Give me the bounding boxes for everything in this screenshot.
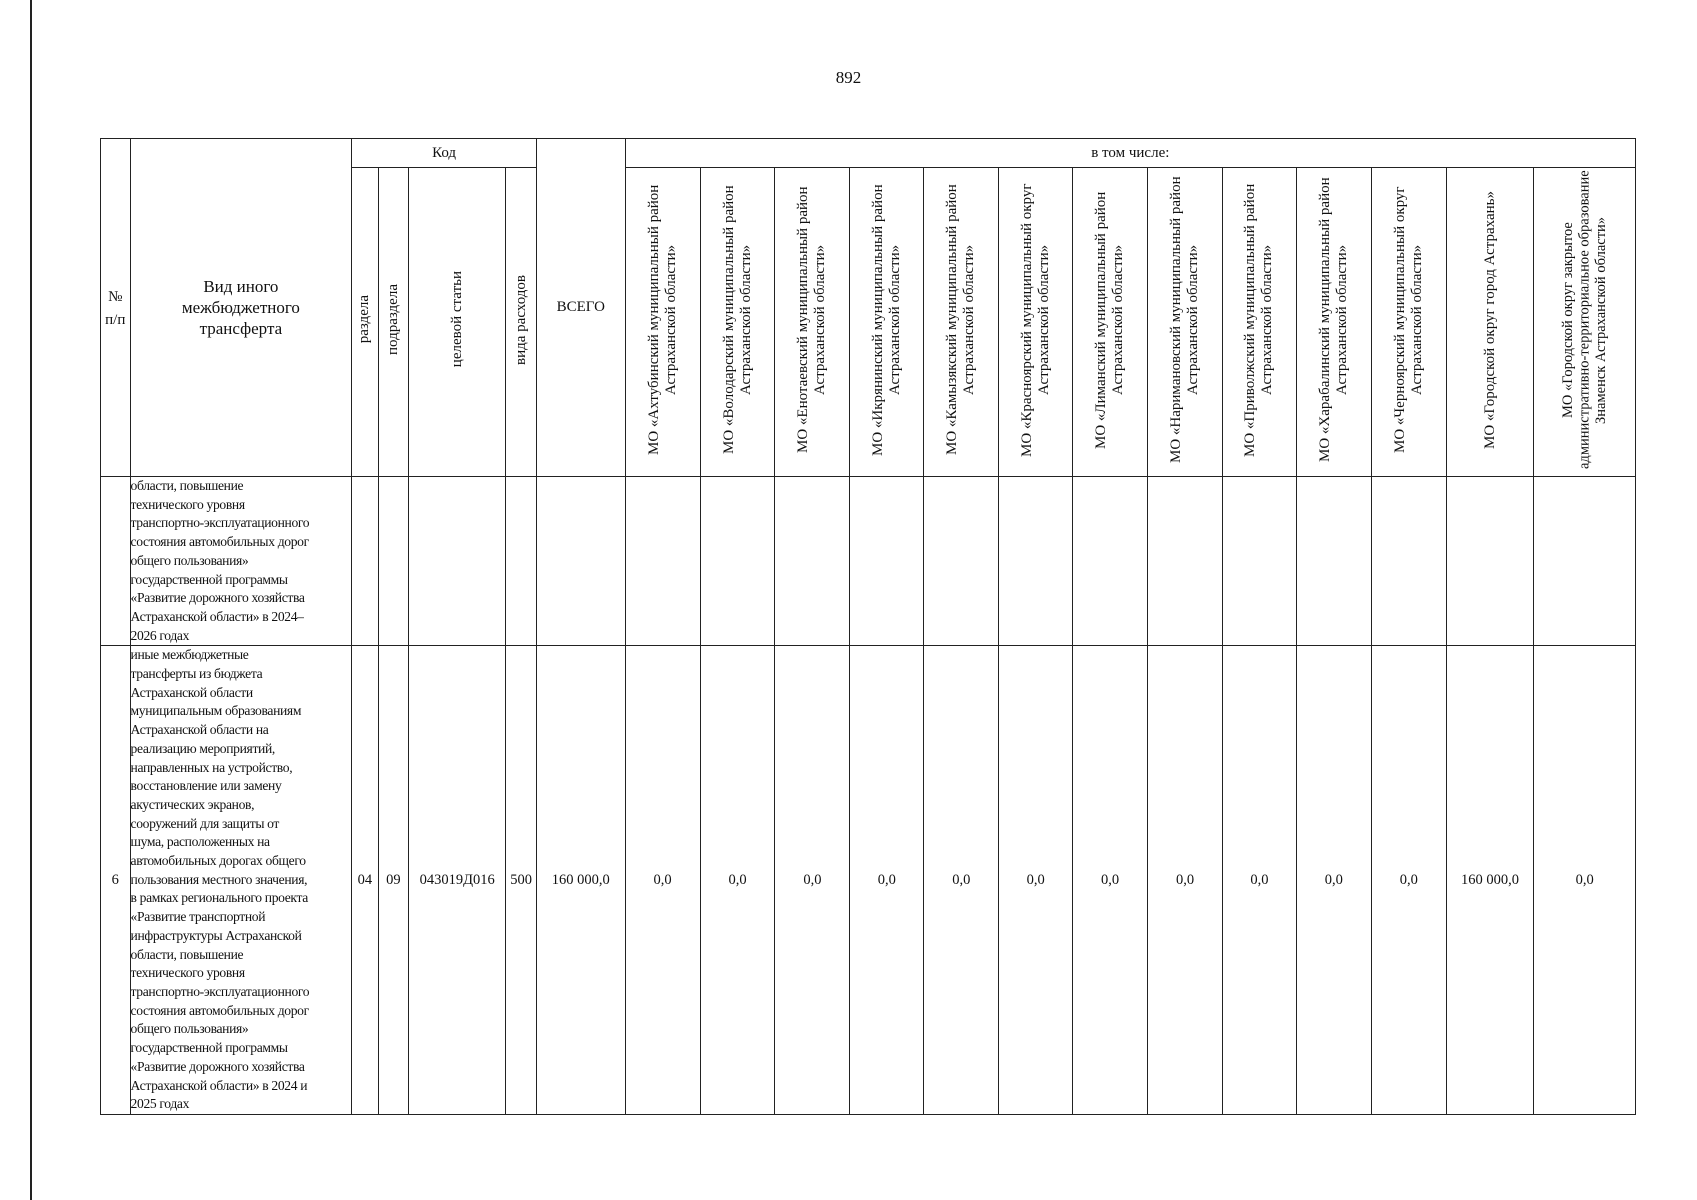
header-total: ВСЕГО — [536, 139, 625, 477]
row-section: 04 — [352, 646, 378, 1115]
row-value: 0,0 — [1371, 646, 1446, 1115]
header-mo-krasnoyarsky: МО «Красноярский муниципальный округ Астраханской области» — [999, 168, 1073, 477]
header-including: в том числе: — [625, 139, 1635, 168]
row-value: 0,0 — [1534, 646, 1636, 1115]
row-value: 160 000,0 — [1446, 646, 1534, 1115]
row-value — [1371, 477, 1446, 646]
header-code-section: раздела — [352, 168, 378, 477]
row-value — [1073, 477, 1148, 646]
header-mo-limansky: МО «Лиманский муниципальный район Астраханской области» — [1073, 168, 1148, 477]
row-value: 0,0 — [999, 646, 1073, 1115]
header-mo-ikryaninsky: МО «Икрянинский муниципальный район Астраханской области» — [850, 168, 924, 477]
row-expense — [506, 477, 537, 646]
header-num: № п/п — [101, 139, 131, 477]
row-section — [352, 477, 378, 646]
header-mo-znamensk: МО «Городской округ закрытое административно-территориальное образование Знаменск Астраханской области» — [1534, 168, 1636, 477]
header-code: Код — [352, 139, 537, 168]
row-expense: 500 — [506, 646, 537, 1115]
transfer-table — [100, 138, 1636, 1115]
header-code-expense: вида расходов — [506, 168, 537, 477]
row-value — [625, 477, 700, 646]
scan-edge-line — [30, 0, 32, 1200]
header-mo-privolzhsky: МО «Приволжский муниципальный район Астраханской области» — [1222, 168, 1296, 477]
row-value — [924, 477, 999, 646]
page-number: 892 — [835, 68, 862, 87]
header-mo-narimanovsky: МО «Наримановский муниципальный район Астраханской области» — [1148, 168, 1223, 477]
row-total: 160 000,0 — [536, 646, 625, 1115]
row-value: 0,0 — [1073, 646, 1148, 1115]
table-row — [101, 477, 1636, 646]
row-value: 0,0 — [625, 646, 700, 1115]
row-value — [1296, 477, 1371, 646]
row-value: 0,0 — [1148, 646, 1223, 1115]
row-value — [1446, 477, 1534, 646]
row-value: 0,0 — [1296, 646, 1371, 1115]
row-value — [775, 477, 850, 646]
header-transfer-type: Вид иного межбюджетного трансферта — [130, 139, 352, 477]
row-total — [536, 477, 625, 646]
row-value — [999, 477, 1073, 646]
row-value — [1148, 477, 1223, 646]
header-mo-volodarsky: МО «Володарский муниципальный район Астраханской области» — [700, 168, 775, 477]
header-mo-enotaevsky: МО «Енотаевский муниципальный район Астраханской области» — [775, 168, 850, 477]
header-mo-kamyzyaksky: МО «Камызякский муниципальный район Астраханской области» — [924, 168, 999, 477]
row-value: 0,0 — [700, 646, 775, 1115]
row-value — [1222, 477, 1296, 646]
row-value: 0,0 — [1222, 646, 1296, 1115]
table-row — [101, 646, 1636, 1115]
row-subsection: 09 — [378, 646, 409, 1115]
row-value: 0,0 — [924, 646, 999, 1115]
header-mo-astrakhan: МО «Городской округ город Астрахань» — [1446, 168, 1534, 477]
row-target — [409, 477, 506, 646]
row-subsection — [378, 477, 409, 646]
row-value — [850, 477, 924, 646]
row-target: 043019Д016 — [409, 646, 506, 1115]
header-mo-akhtubinsky: МО «Ахтубинский муниципальный район Астраханской области» — [625, 168, 700, 477]
header-mo-chernoyarsky: МО «Черноярский муниципальный округ Астраханской области» — [1371, 168, 1446, 477]
header-mo-kharabalinsky: МО «Харабалинский муниципальный район Астраханской области» — [1296, 168, 1371, 477]
header-code-subsection: подраздела — [378, 168, 409, 477]
row-value — [700, 477, 775, 646]
row-value: 0,0 — [850, 646, 924, 1115]
row-description: иные межбюджетные трансферты из бюджета Астраханской области муниципальным образованиям Астраханской области на реализацию мероприятий, направленных на устройство, восстановление или замену акустических экранов, сооружений для защиты от шума, расположенных на автомобильных дорогах общего пользования местного значения, в рамках регионального проекта «Развитие транспортной инфраструктуры Астраханской области, повышение технического уровня транспортно-эксплуатационного состояния автомобильных дорог общего пользования» государственной программы «Развитие дорожного хозяйства Астраханской области» в 2024 и 2025 годах — [130, 646, 352, 1115]
row-value — [1534, 477, 1636, 646]
row-num — [101, 477, 131, 646]
row-description: области, повышение технического уровня транспортно-эксплуатационного состояния автомобильных дорог общего пользования» государственной программы «Развитие дорожного хозяйства Астраханской области» в 2024– 2026 годах — [130, 477, 352, 646]
row-num: 6 — [101, 646, 131, 1115]
row-value: 0,0 — [775, 646, 850, 1115]
header-code-target: целевой статьи — [409, 168, 506, 477]
